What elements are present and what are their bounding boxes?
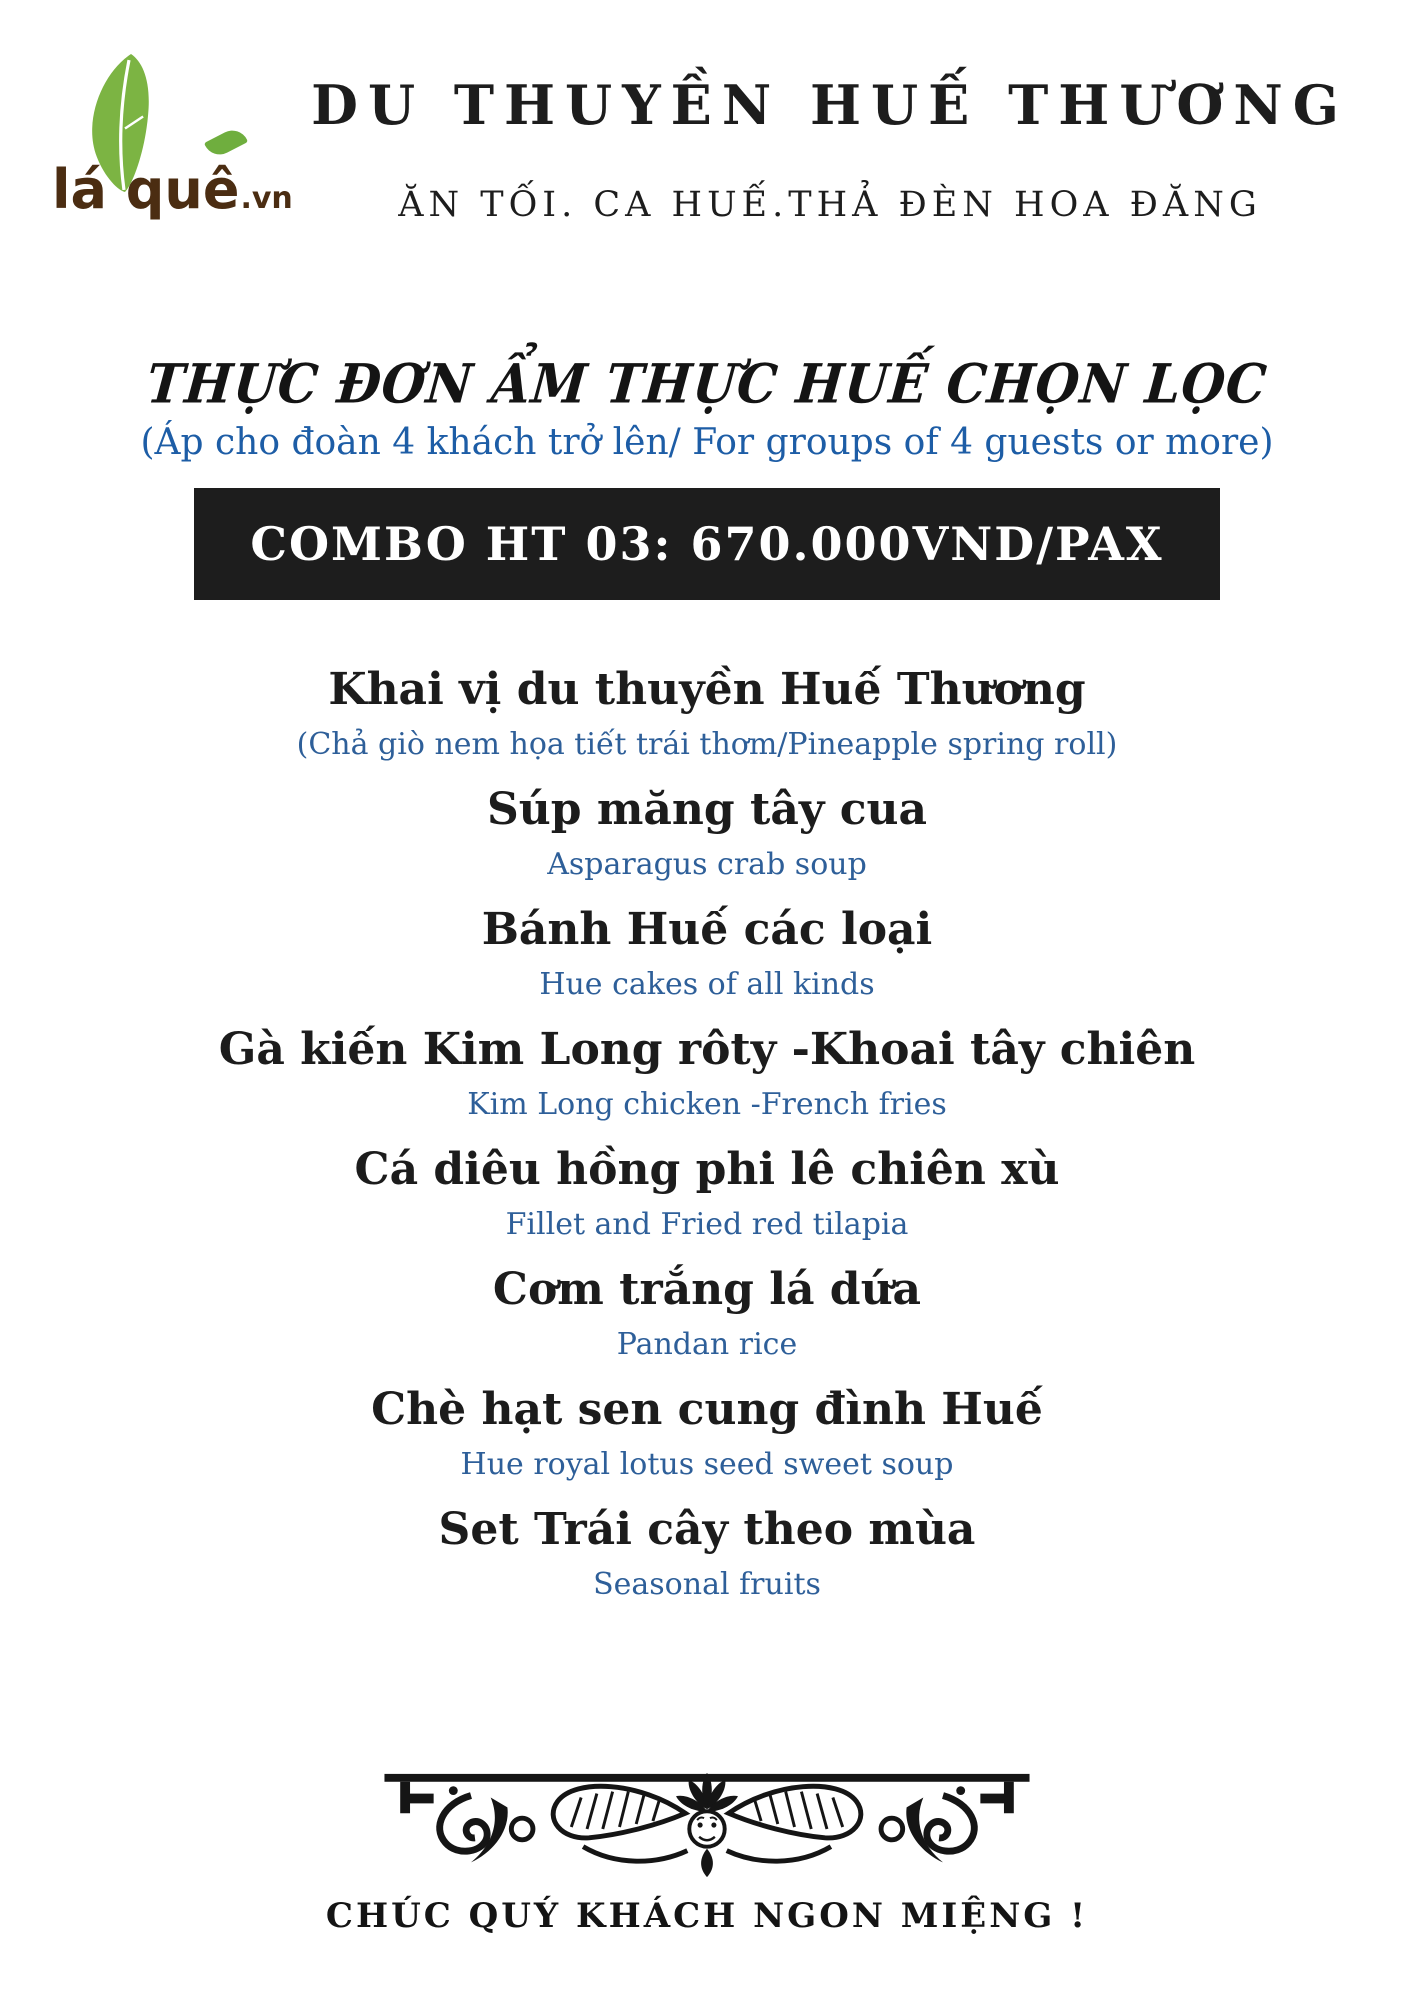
dish-name: Súp măng tây cua	[487, 784, 927, 835]
menu-item	[0, 662, 1414, 764]
ornament-face	[674, 1773, 740, 1877]
dish-description: (Chả giò nem họa tiết trái thơm/Pineapple spring roll)	[296, 727, 1118, 762]
combo-price-banner	[194, 488, 1220, 600]
page-title: DU THUYỀN HUẾ THƯƠNG	[311, 73, 1349, 137]
menu-item	[0, 902, 1414, 1004]
laque-logo	[52, 46, 322, 246]
leaf-accent-icon	[204, 125, 248, 160]
menu-item	[0, 1142, 1414, 1244]
menu-item	[0, 1022, 1414, 1124]
dish-description: Hue cakes of all kinds	[539, 967, 875, 1002]
dish-name: Bánh Huế các loại	[481, 904, 933, 955]
page-subtitle: ĂN TỐI. CA HUẾ.THẢ ĐÈN HOA ĐĂNG	[398, 185, 1262, 225]
menu-item	[0, 1502, 1414, 1604]
logo-wordmark	[52, 158, 293, 221]
footer-greeting: CHÚC QUÝ KHÁCH NGON MIỆNG !	[325, 1896, 1089, 1936]
dish-name: Cơm trắng lá dứa	[492, 1264, 922, 1315]
dish-description: Kim Long chicken -French fries	[467, 1087, 947, 1122]
combo-price-text: COMBO HT 03: 670.000VND/PAX	[250, 517, 1164, 571]
menu-item	[0, 1262, 1414, 1364]
dish-description: Pandan rice	[616, 1327, 798, 1362]
menu-item	[0, 1382, 1414, 1484]
victorian-flourish-ornament	[367, 1768, 1047, 1886]
dish-description: Asparagus crab soup	[547, 847, 867, 882]
dish-description: Seasonal fruits	[593, 1567, 821, 1602]
dish-name: Cá diêu hồng phi lê chiên xù	[354, 1144, 1060, 1195]
dish-name: Set Trái cây theo mùa	[438, 1504, 976, 1555]
group-size-note: (Áp cho đoàn 4 khách trở lên/ For groups of 4 guests or more)	[140, 422, 1274, 463]
dish-description: Fillet and Fried red tilapia	[505, 1207, 909, 1242]
header	[300, 64, 1360, 226]
dish-name: Khai vị du thuyền Huế Thương	[328, 664, 1086, 715]
dish-name: Chè hạt sen cung đình Huế	[371, 1384, 1043, 1435]
logo-domain-suffix: .vn	[240, 181, 292, 216]
dish-description: Hue royal lotus seed sweet soup	[460, 1447, 954, 1482]
logo-brand-text: lá quê	[52, 158, 240, 221]
menu-item	[0, 782, 1414, 884]
dish-list	[0, 662, 1414, 1604]
menu-heading: THỰC ĐƠN ẨM THỰC HUẾ CHỌN LỌC	[144, 351, 1270, 416]
dish-name: Gà kiến Kim Long rôty -Khoai tây chiên	[218, 1024, 1196, 1075]
